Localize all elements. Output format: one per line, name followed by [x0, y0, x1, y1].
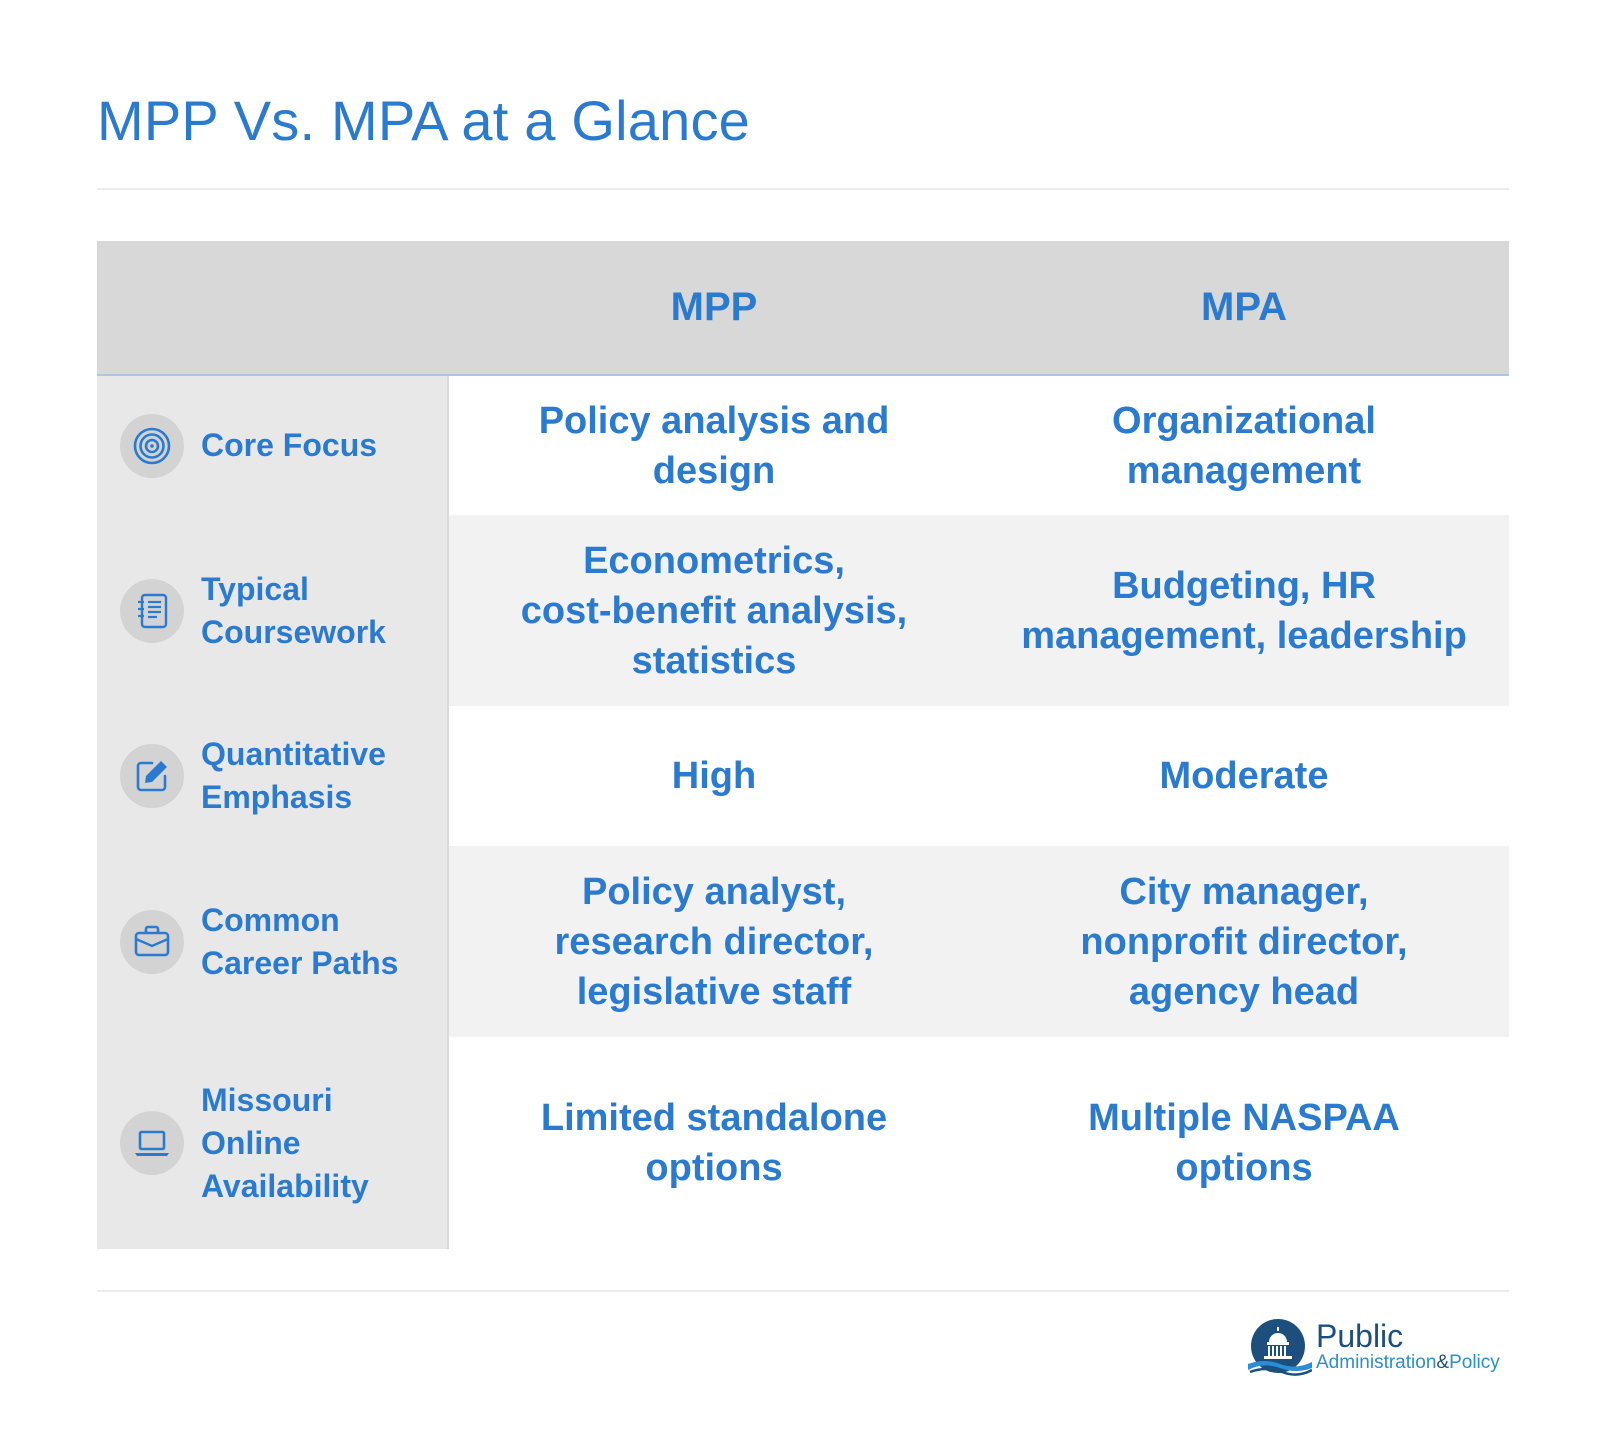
row-label-cell [97, 376, 449, 515]
mpa-value: City manager, nonprofit director, agency head [1080, 870, 1408, 1013]
table-row-missouri-online-availability [97, 1037, 1509, 1249]
row-label-cell [97, 1037, 449, 1249]
row-values [449, 846, 1509, 1037]
table-header-row [97, 241, 1509, 376]
row-values [449, 376, 1509, 515]
mpp-value: Policy analyst, research director, legislative staff [554, 870, 874, 1013]
mpp-value: Policy analysis and design [538, 399, 890, 492]
mpp-value: Limited standalone options [540, 1097, 888, 1189]
row-label: Quantitative Emphasis [201, 736, 386, 815]
table-row-common-career-paths [97, 846, 1509, 1037]
mpa-value: Organizational management [1112, 399, 1376, 492]
column-header-mpa: MPA [1201, 285, 1287, 329]
mpp-value: High [671, 755, 757, 797]
logo-word-administration: Administration [1316, 1352, 1437, 1373]
logo-wordmark-public: Public [1316, 1318, 1404, 1354]
logo-word-policy: Policy [1449, 1352, 1500, 1373]
row-label: Core Focus [201, 427, 378, 463]
bottom-divider [97, 1290, 1509, 1292]
row-values [449, 515, 1509, 706]
page-title: MPP Vs. MPA at a Glance [97, 89, 751, 152]
row-label: Common Career Paths [201, 901, 399, 981]
row-label-cell [97, 706, 449, 846]
table-row-typical-coursework [97, 515, 1509, 706]
target-icon [120, 414, 184, 478]
pencil-edit-icon [120, 744, 184, 808]
brand-logo [1248, 1318, 1510, 1380]
laptop-icon [120, 1111, 184, 1175]
row-label: Missouri Online Availability [201, 1081, 369, 1204]
briefcase-icon [120, 910, 184, 974]
row-values [449, 706, 1509, 846]
row-label-cell [97, 846, 449, 1037]
list-notebook-icon [120, 579, 184, 643]
table-row-quantitative-emphasis [97, 706, 1509, 846]
mpa-value: Budgeting, HR management, leadership [1021, 564, 1467, 657]
top-divider [97, 188, 1509, 190]
mpp-value: Econometrics, cost-benefit analysis, statistics [520, 539, 908, 682]
row-label: Typical Coursework [201, 570, 386, 650]
comparison-table [97, 241, 1509, 1249]
logo-wordmark-subtitle [1316, 1352, 1500, 1374]
logo-ampersand: & [1436, 1352, 1450, 1373]
column-header-mpp: MPP [670, 285, 758, 329]
capitol-dome-icon [1248, 1318, 1312, 1380]
mpa-value: Multiple NASPAA options [1088, 1097, 1400, 1189]
row-label-cell [97, 515, 449, 706]
row-values [449, 1037, 1509, 1249]
table-row-core-focus [97, 376, 1509, 515]
mpa-value: Moderate [1159, 755, 1329, 797]
